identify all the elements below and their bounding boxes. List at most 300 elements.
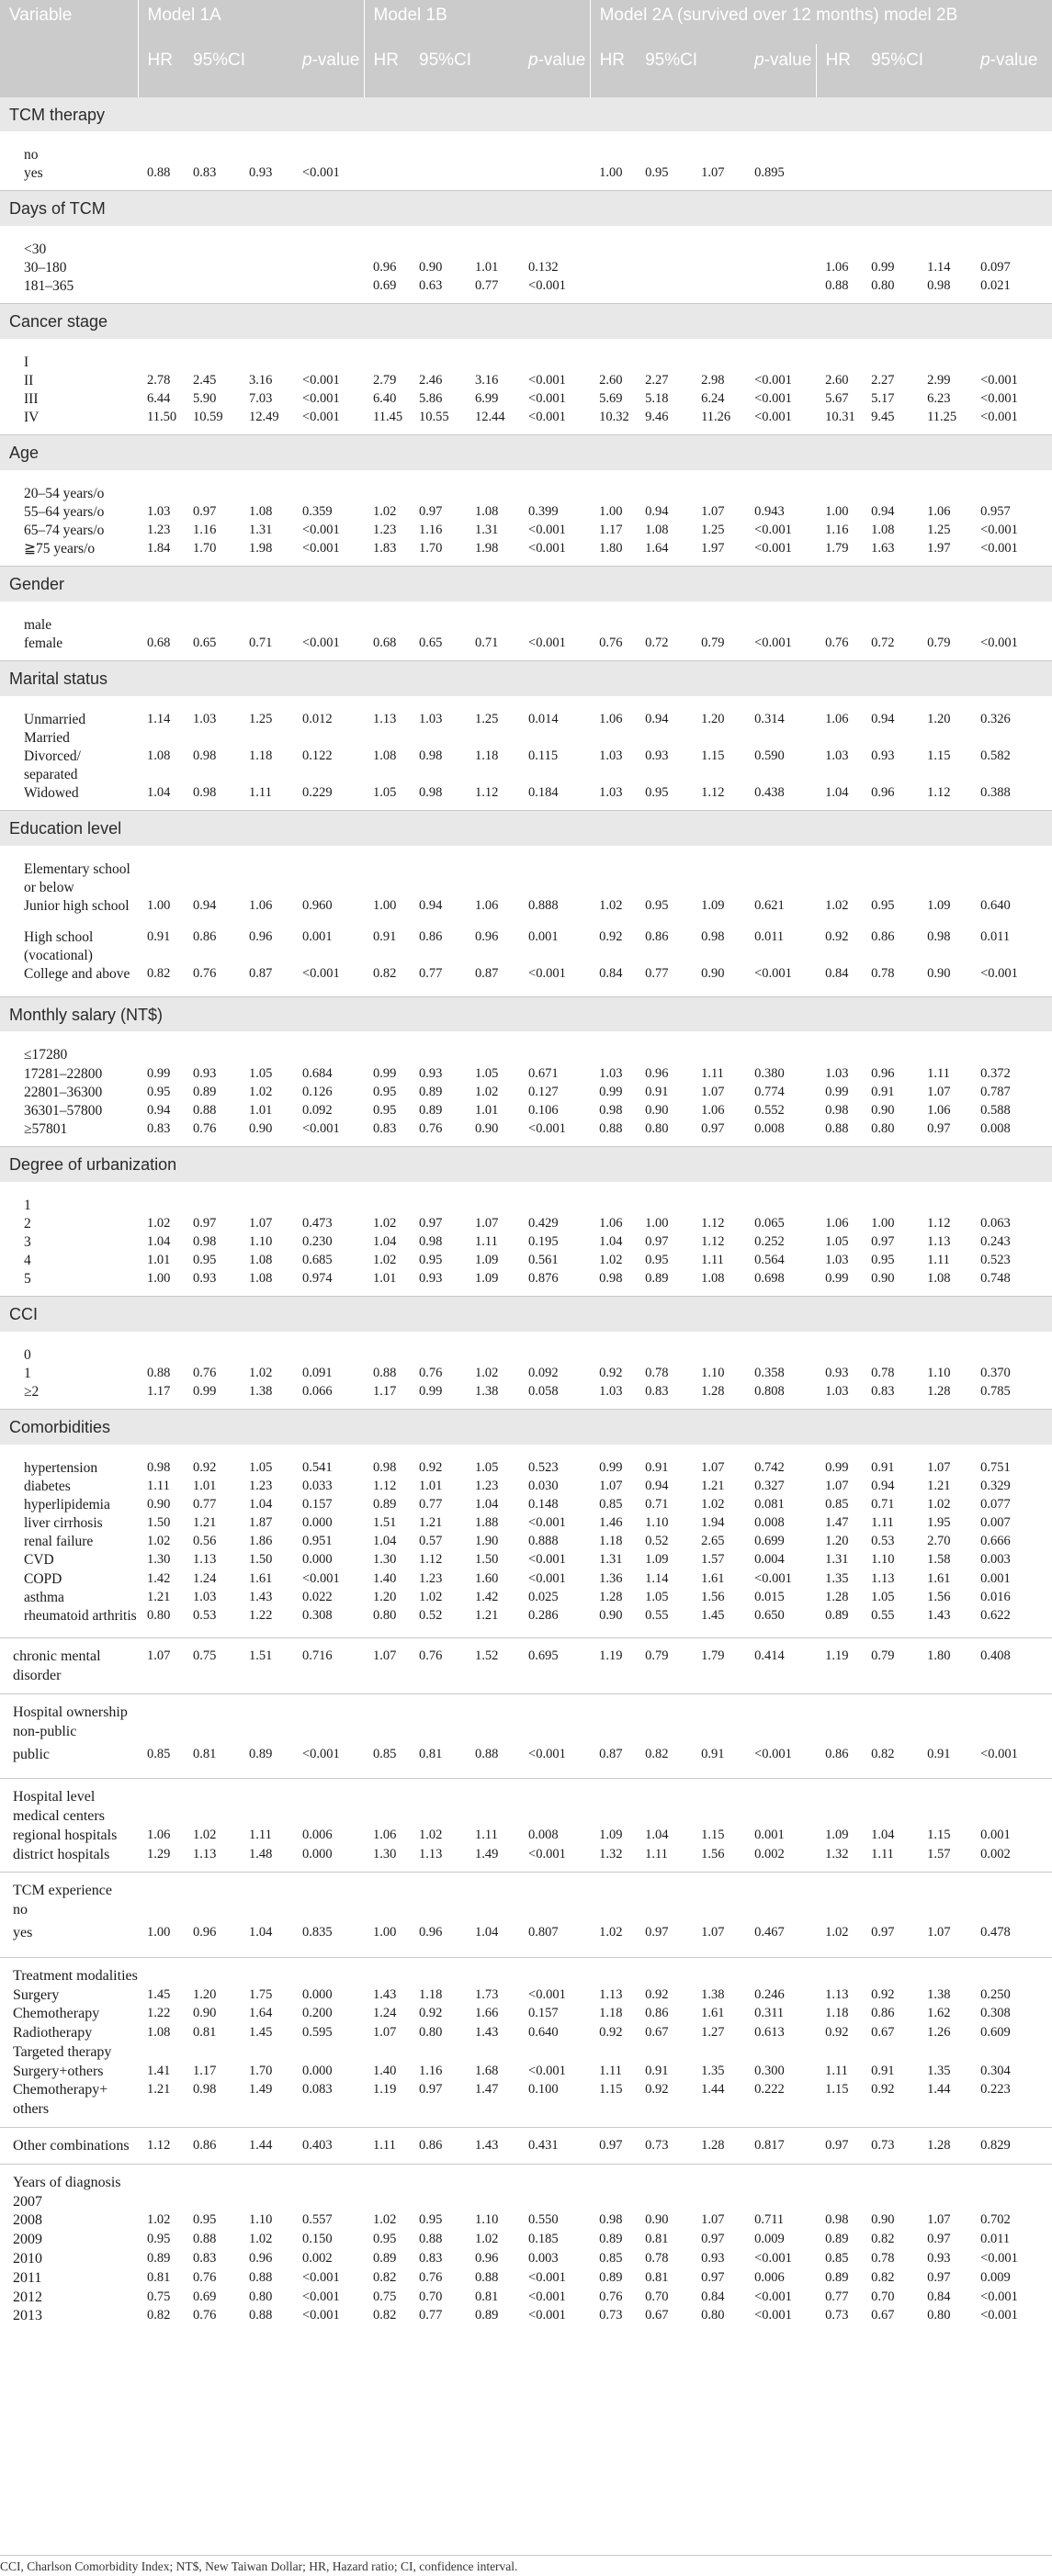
value-cell: 0.552: [754, 1102, 785, 1118]
value-cell: 0.431: [519, 2128, 590, 2165]
value-cell: 0.90: [599, 1607, 623, 1623]
value-cell: [184, 1807, 240, 1827]
value-cell: 0.685: [302, 1253, 333, 1267]
value-cell: [692, 339, 745, 372]
value-cell: 0.89: [419, 1102, 443, 1118]
section-header-row: [0, 661, 1052, 696]
value-cell: 1.07: [927, 2212, 951, 2228]
value-cell: 1.13: [927, 1233, 951, 1249]
table-row: [0, 2128, 1052, 2165]
value-cell: [971, 2043, 1052, 2063]
value-cell: 1.18: [599, 2006, 623, 2021]
value-cell: 0.523: [528, 1459, 559, 1475]
value-cell: <0.001: [302, 165, 340, 181]
value-cell: 0.91: [871, 1084, 895, 1099]
table-row: [0, 226, 1052, 259]
table-row: [0, 390, 1052, 409]
value-cell: 0.98: [419, 785, 443, 801]
table-row: [0, 1332, 1052, 1365]
value-cell: 1.12: [927, 785, 951, 801]
value-cell: [184, 259, 240, 277]
value-cell: 0.99: [871, 259, 895, 275]
value-cell: 0.246: [754, 1986, 785, 2002]
value-cell: [184, 1957, 240, 1985]
value-cell: [636, 1957, 692, 1985]
value-cell: 0.414: [745, 1638, 816, 1694]
value-cell: [745, 2164, 816, 2192]
section-header-row: [0, 1147, 1052, 1182]
value-cell: [862, 470, 918, 503]
value-cell: [745, 1693, 816, 1722]
value-cell: 0.53: [871, 1534, 895, 1549]
value-cell: 0.122: [302, 748, 333, 763]
value-cell: 1.21: [927, 1478, 951, 1493]
value-cell: [816, 470, 862, 503]
value-cell: 0.99: [419, 1384, 443, 1400]
row-label: 2013: [13, 2308, 42, 2324]
value-cell: 0.88: [825, 1120, 849, 1136]
value-cell: 0.92: [419, 1459, 443, 1475]
value-cell: 1.70: [249, 2063, 273, 2078]
value-cell: [364, 2043, 410, 2063]
value-cell: [240, 1182, 293, 1215]
section-header-row: [0, 567, 1052, 602]
value-cell: [745, 1957, 816, 1985]
value-cell: 1.18: [475, 748, 499, 763]
value-cell: 0.88: [475, 2269, 499, 2285]
value-cell: <0.001: [754, 1746, 792, 1761]
value-cell: 0.89: [599, 2232, 623, 2247]
table-row: [0, 965, 1052, 996]
value-cell: 0.90: [871, 1102, 895, 1118]
value-cell: [293, 131, 364, 164]
value-cell: 0.88: [147, 165, 171, 181]
value-cell: 0.077: [980, 1496, 1011, 1512]
value-cell: [745, 2043, 816, 2063]
value-cell: 0.063: [980, 1215, 1011, 1231]
value-cell: [745, 1182, 816, 1215]
value-cell: 0.98: [373, 1459, 397, 1475]
value-cell: [636, 277, 692, 304]
table-row: [0, 372, 1052, 390]
value-cell: 1.79: [692, 1638, 745, 1694]
value-cell: 1.16: [193, 523, 217, 538]
value-cell: 1.10: [701, 1365, 725, 1380]
table-row: [0, 2289, 1052, 2308]
value-cell: 0.640: [980, 898, 1011, 914]
value-cell: 0.91: [645, 1084, 669, 1099]
value-cell: 0.52: [645, 1534, 669, 1549]
table-row: [0, 2164, 1052, 2192]
row-label: rheumatoid arthritis: [24, 1607, 137, 1624]
value-cell: [918, 131, 971, 164]
table-row: [0, 1065, 1052, 1084]
value-cell: [918, 164, 971, 191]
table-row: [0, 602, 1052, 635]
value-cell: 1.68: [475, 2063, 499, 2078]
value-cell: [816, 339, 862, 372]
row-label: 4: [24, 1253, 31, 1268]
value-cell: [184, 2043, 240, 2063]
value-cell: 10.31: [825, 410, 855, 425]
value-cell: <0.001: [754, 635, 792, 650]
table-row: [0, 1589, 1052, 1607]
value-cell: [184, 1873, 240, 1901]
value-cell: 1.45: [249, 2025, 273, 2041]
value-cell: 1.07: [138, 1638, 184, 1694]
value-cell: 0.89: [825, 1607, 849, 1623]
value-cell: 0.88: [599, 1120, 623, 1136]
value-cell: 0.90: [701, 966, 725, 982]
value-cell: 0.388: [980, 785, 1011, 801]
value-cell: 11.25: [927, 410, 957, 425]
value-cell: 0.89: [645, 1271, 669, 1287]
value-cell: [410, 164, 466, 191]
value-cell: 1.23: [475, 1478, 499, 1493]
value-cell: 0.97: [419, 2082, 443, 2098]
value-cell: [971, 164, 1052, 191]
value-cell: 0.82: [373, 966, 397, 982]
value-cell: 0.009: [754, 2232, 785, 2247]
value-cell: [240, 131, 293, 164]
table-row: [0, 748, 1052, 784]
value-cell: 0.76: [599, 635, 623, 650]
value-cell: [590, 1807, 636, 1827]
ci-header: 95%CI: [410, 44, 519, 96]
value-cell: 1.10: [249, 1233, 273, 1249]
row-label: 1: [24, 1365, 31, 1381]
value-cell: 2.60: [599, 372, 623, 388]
value-cell: 0.438: [754, 785, 785, 801]
value-cell: 1.18: [249, 748, 273, 763]
value-cell: 0.97: [590, 2128, 636, 2165]
value-cell: 1.04: [475, 1496, 499, 1512]
value-cell: [971, 2193, 1052, 2212]
value-cell: 0.76: [193, 1120, 217, 1136]
value-cell: 0.787: [980, 1084, 1011, 1099]
value-cell: [466, 1182, 519, 1215]
value-cell: [364, 1723, 410, 1746]
value-cell: 1.01: [475, 1102, 499, 1118]
value-cell: 0.56: [193, 1534, 217, 1549]
value-cell: 1.20: [373, 1589, 397, 1604]
value-cell: 1.56: [927, 1589, 951, 1604]
value-cell: 0.408: [971, 1638, 1052, 1694]
value-cell: <0.001: [302, 372, 340, 388]
value-cell: [862, 1693, 918, 1722]
value-cell: 0.300: [754, 2063, 785, 2078]
value-cell: 1.02: [249, 1365, 273, 1380]
value-cell: 0.96: [249, 2251, 273, 2267]
value-cell: <0.001: [980, 966, 1018, 982]
value-cell: [971, 131, 1052, 164]
value-cell: 1.03: [599, 1065, 623, 1081]
value-cell: 0.473: [302, 1215, 333, 1231]
value-cell: 1.00: [599, 503, 623, 519]
value-cell: [138, 259, 184, 277]
value-cell: 1.14: [147, 711, 171, 726]
row-label: 2007: [13, 2193, 42, 2210]
value-cell: [816, 1779, 862, 1807]
value-cell: 0.684: [302, 1065, 333, 1081]
value-cell: 1.03: [825, 1065, 849, 1081]
value-cell: [519, 1182, 590, 1215]
value-cell: [519, 1873, 590, 1901]
value-cell: 1.00: [599, 165, 623, 181]
value-cell: [519, 602, 590, 635]
value-cell: 0.97: [927, 1120, 951, 1136]
value-cell: [862, 1779, 918, 1807]
value-cell: [184, 339, 240, 372]
value-cell: 0.359: [302, 503, 333, 519]
value-cell: 2.27: [645, 372, 669, 388]
value-cell: 1.11: [701, 1253, 724, 1267]
value-cell: [590, 339, 636, 372]
value-cell: 0.89: [475, 2308, 499, 2323]
value-cell: [364, 1693, 410, 1722]
value-cell: 1.02: [373, 1215, 397, 1231]
value-cell: 1.21: [701, 1478, 725, 1493]
value-cell: 1.12: [701, 1233, 725, 1249]
value-cell: [862, 2164, 918, 2192]
value-cell: 0.95: [645, 1253, 669, 1267]
row-label: 2010: [13, 2251, 42, 2267]
value-cell: 0.81: [645, 2269, 669, 2285]
value-cell: 1.11: [249, 785, 272, 801]
row-label: Chemotherapy: [13, 2006, 100, 2022]
value-cell: 1.07: [249, 1215, 273, 1231]
table-row: [0, 1846, 1052, 1873]
value-cell: 1.04: [871, 1827, 895, 1842]
value-cell: 0.000: [302, 2063, 333, 2078]
value-cell: [862, 1873, 918, 1901]
value-cell: 0.86: [645, 929, 669, 945]
table-row: [0, 1746, 1052, 1779]
value-cell: [519, 1807, 590, 1827]
value-cell: 1.56: [701, 1589, 725, 1604]
value-cell: [816, 1901, 862, 1924]
value-cell: 1.25: [249, 711, 273, 726]
value-cell: 0.88: [193, 2232, 217, 2247]
value-cell: 1.05: [825, 1233, 849, 1249]
value-cell: 1.15: [825, 2082, 849, 2098]
value-cell: 0.011: [754, 929, 785, 945]
value-cell: [410, 131, 466, 164]
value-cell: 1.80: [918, 1638, 971, 1694]
value-cell: [918, 1693, 971, 1722]
value-cell: 0.99: [599, 1084, 623, 1099]
value-cell: 1.05: [249, 1065, 273, 1081]
value-cell: 0.89: [599, 2269, 623, 2285]
row-label: Elementary school or below: [24, 861, 130, 895]
value-cell: 2.78: [147, 372, 171, 388]
table-row: [0, 1723, 1052, 1746]
value-cell: 6.44: [147, 390, 171, 406]
value-cell: 0.98: [825, 1102, 849, 1118]
value-cell: [240, 277, 293, 304]
value-cell: <0.001: [980, 410, 1018, 425]
value-cell: <0.001: [754, 410, 792, 425]
value-cell: 1.07: [701, 503, 725, 519]
value-cell: 0.67: [645, 2025, 669, 2041]
value-cell: 0.95: [373, 1084, 397, 1099]
model-1a-header: Model 1A: [138, 0, 364, 44]
value-cell: [918, 226, 971, 259]
value-cell: [293, 729, 364, 748]
value-cell: [636, 2164, 692, 2192]
value-cell: 0.75: [184, 1638, 240, 1694]
value-cell: [184, 1182, 240, 1215]
value-cell: 0.63: [419, 278, 443, 294]
value-cell: 0.895: [754, 165, 785, 181]
value-cell: 1.19: [590, 1638, 636, 1694]
value-cell: 0.77: [475, 278, 499, 294]
table-row: [0, 1924, 1052, 1957]
value-cell: [138, 846, 184, 897]
value-cell: 0.81: [193, 2025, 217, 2041]
value-cell: 0.001: [980, 1570, 1011, 1586]
value-cell: 1.13: [871, 1570, 895, 1586]
value-cell: [138, 2043, 184, 2063]
value-cell: 1.66: [475, 2006, 499, 2021]
value-cell: [184, 846, 240, 897]
value-cell: [410, 1873, 466, 1901]
value-cell: <0.001: [528, 1846, 566, 1862]
value-cell: 6.40: [373, 390, 397, 406]
value-cell: [816, 1693, 862, 1722]
value-cell: [971, 602, 1052, 635]
value-cell: [590, 2193, 636, 2212]
value-cell: 0.008: [754, 1515, 785, 1531]
value-cell: <0.001: [302, 635, 340, 650]
value-cell: 0.90: [645, 2212, 669, 2228]
value-cell: 0.75: [147, 2289, 171, 2304]
value-cell: [590, 1693, 636, 1722]
value-cell: [466, 1723, 519, 1746]
value-cell: 0.95: [419, 2212, 443, 2228]
pvalue-header: p-value: [745, 44, 816, 96]
value-cell: 0.90: [871, 1271, 895, 1287]
table-row: [0, 1533, 1052, 1551]
value-cell: 0.86: [193, 929, 217, 945]
value-cell: 2.46: [419, 372, 443, 388]
table-row: [0, 2043, 1052, 2063]
row-label: Surgery: [13, 1986, 60, 2003]
value-cell: 0.89: [825, 2232, 849, 2247]
value-cell: 1.04: [645, 1827, 669, 1842]
value-cell: [240, 602, 293, 635]
value-cell: 0.73: [825, 2308, 849, 2323]
hr-header: HR: [590, 44, 636, 96]
value-cell: <0.001: [528, 1746, 566, 1761]
value-cell: <0.001: [980, 523, 1018, 538]
value-cell: 0.93: [249, 165, 273, 181]
value-cell: 0.380: [754, 1065, 785, 1081]
value-cell: <0.001: [980, 2289, 1018, 2304]
value-cell: 1.04: [599, 1233, 623, 1249]
value-cell: 0.92: [599, 1365, 623, 1380]
value-cell: 2.79: [373, 372, 397, 388]
value-cell: 5.69: [599, 390, 623, 406]
value-cell: 0.76: [825, 635, 849, 650]
table-row: [0, 131, 1052, 164]
value-cell: 0.97: [701, 2269, 725, 2285]
model-2-header: Model 2A (survived over 12 months) model 2B: [590, 0, 1052, 44]
value-cell: [364, 131, 410, 164]
table-row: [0, 2211, 1052, 2231]
value-cell: [816, 1723, 862, 1746]
value-cell: 1.01: [147, 1253, 171, 1267]
value-cell: 0.014: [528, 711, 559, 726]
ci-header: 95%CI: [184, 44, 293, 96]
value-cell: [364, 1182, 410, 1215]
value-cell: 0.008: [754, 1120, 785, 1136]
value-cell: <0.001: [528, 2269, 566, 2285]
row-label: <30: [24, 241, 47, 257]
value-cell: 0.68: [147, 635, 171, 650]
value-cell: 0.78: [871, 966, 895, 982]
row-label: liver cirrhosis: [24, 1515, 103, 1532]
table-row: [0, 696, 1052, 729]
value-cell: 1.63: [871, 541, 895, 557]
value-cell: 11.50: [147, 410, 177, 425]
value-cell: 1.49: [249, 2082, 273, 2098]
value-cell: 0.82: [871, 2232, 895, 2247]
value-cell: [364, 339, 410, 372]
value-cell: [138, 1957, 184, 1985]
value-cell: [816, 1031, 862, 1064]
value-cell: 0.541: [302, 1459, 333, 1475]
table-row: [0, 928, 1052, 965]
value-cell: 0.150: [302, 2232, 333, 2247]
value-cell: [466, 1031, 519, 1064]
value-cell: 0.95: [645, 785, 669, 801]
hr-header: HR: [816, 44, 862, 96]
value-cell: 1.02: [193, 1827, 217, 1842]
value-cell: 2.27: [871, 372, 895, 388]
value-cell: 0.82: [871, 2269, 895, 2285]
value-cell: 1.10: [249, 2212, 273, 2228]
value-cell: <0.001: [528, 635, 566, 650]
value-cell: [862, 846, 918, 897]
value-cell: 1.06: [373, 1827, 397, 1842]
value-cell: 0.96: [193, 1925, 217, 1940]
value-cell: 1.11: [147, 1478, 170, 1493]
value-cell: 0.83: [419, 2251, 443, 2267]
row-label: 0: [24, 1346, 31, 1363]
value-cell: 0.429: [528, 1215, 559, 1231]
value-cell: 1.64: [645, 541, 669, 557]
value-cell: [636, 846, 692, 897]
value-cell: [410, 470, 466, 503]
value-cell: 1.28: [918, 2128, 971, 2165]
value-cell: 1.23: [147, 523, 171, 538]
value-cell: [862, 729, 918, 748]
value-cell: [364, 846, 410, 897]
value-cell: 0.90: [927, 966, 951, 982]
value-cell: 1.08: [475, 503, 499, 519]
value-cell: [918, 2043, 971, 2063]
value-cell: 0.98: [599, 2212, 623, 2228]
row-label: 2009: [13, 2232, 42, 2248]
value-cell: 1.02: [599, 1925, 623, 1940]
row-label: 2011: [13, 2269, 42, 2286]
value-cell: 3.16: [249, 372, 273, 388]
value-cell: 1.05: [373, 785, 397, 801]
row-label: Divorced/ separated: [24, 748, 81, 783]
value-cell: 1.07: [364, 1638, 410, 1694]
value-cell: 1.79: [825, 541, 849, 557]
